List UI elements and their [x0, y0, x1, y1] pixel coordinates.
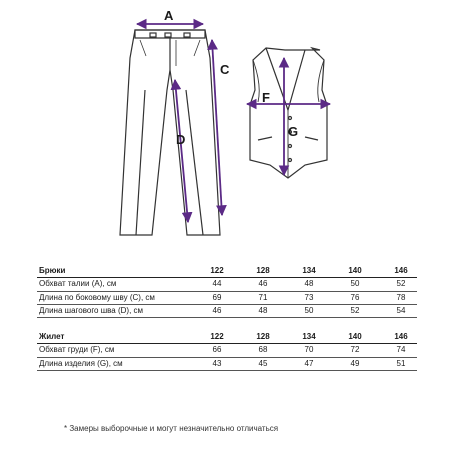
size-128: 128	[247, 331, 279, 344]
row-label: Длина по боковому шву (C), см	[37, 291, 201, 304]
measurement-arrows	[137, 24, 330, 222]
row-label: Обхват груди (F), см	[37, 344, 201, 357]
table-row	[37, 291, 417, 304]
cell-value: 74	[385, 344, 417, 357]
size-128: 128	[247, 265, 279, 278]
cell-value: 72	[339, 344, 371, 357]
table-row	[37, 304, 417, 317]
row-label: Длина изделия (G), см	[37, 357, 201, 370]
size-122: 122	[201, 331, 233, 344]
pants-size-table	[37, 265, 417, 318]
vest-size-table	[37, 331, 417, 371]
cell-value: 49	[339, 357, 371, 370]
size-134: 134	[293, 331, 325, 344]
cell-value: 70	[293, 344, 325, 357]
table-row	[37, 357, 417, 370]
pants-header-row	[37, 265, 417, 278]
cell-value: 46	[247, 278, 279, 291]
cell-value: 48	[247, 304, 279, 317]
table-row	[37, 344, 417, 357]
measurement-note: * Замеры выборочные и могут незначительно отличаться	[64, 424, 279, 433]
table-row	[37, 278, 417, 291]
cell-value: 44	[201, 278, 233, 291]
label-f: F	[262, 90, 270, 105]
size-146: 146	[385, 331, 417, 344]
cell-value: 69	[201, 291, 233, 304]
size-140: 140	[339, 331, 371, 344]
size-122: 122	[201, 265, 233, 278]
size-146: 146	[385, 265, 417, 278]
cell-value: 51	[385, 357, 417, 370]
cell-value: 50	[339, 278, 371, 291]
cell-value: 52	[385, 278, 417, 291]
size-134: 134	[293, 265, 325, 278]
cell-value: 48	[293, 278, 325, 291]
row-label: Обхват талии (A), см	[37, 278, 201, 291]
cell-value: 71	[247, 291, 279, 304]
measurement-labels	[164, 8, 298, 147]
cell-value: 46	[201, 304, 233, 317]
cell-value: 43	[201, 357, 233, 370]
row-label: Длина шагового шва (D), см	[37, 304, 201, 317]
cell-value: 52	[339, 304, 371, 317]
pants-title: Брюки	[37, 265, 201, 278]
cell-value: 47	[293, 357, 325, 370]
cell-value: 76	[339, 291, 371, 304]
label-c: C	[220, 62, 230, 77]
label-a: A	[164, 8, 174, 23]
label-d: D	[176, 132, 186, 147]
pants-drawing	[120, 30, 220, 235]
cell-value: 54	[385, 304, 417, 317]
cell-value: 66	[201, 344, 233, 357]
cell-value: 78	[385, 291, 417, 304]
size-140: 140	[339, 265, 371, 278]
cell-value: 50	[293, 304, 325, 317]
vest-title: Жилет	[37, 331, 201, 344]
label-g: G	[288, 124, 299, 139]
cell-value: 73	[293, 291, 325, 304]
cell-value: 45	[247, 357, 279, 370]
vest-header-row	[37, 331, 417, 344]
cell-value: 68	[247, 344, 279, 357]
vest-drawing	[250, 48, 327, 178]
